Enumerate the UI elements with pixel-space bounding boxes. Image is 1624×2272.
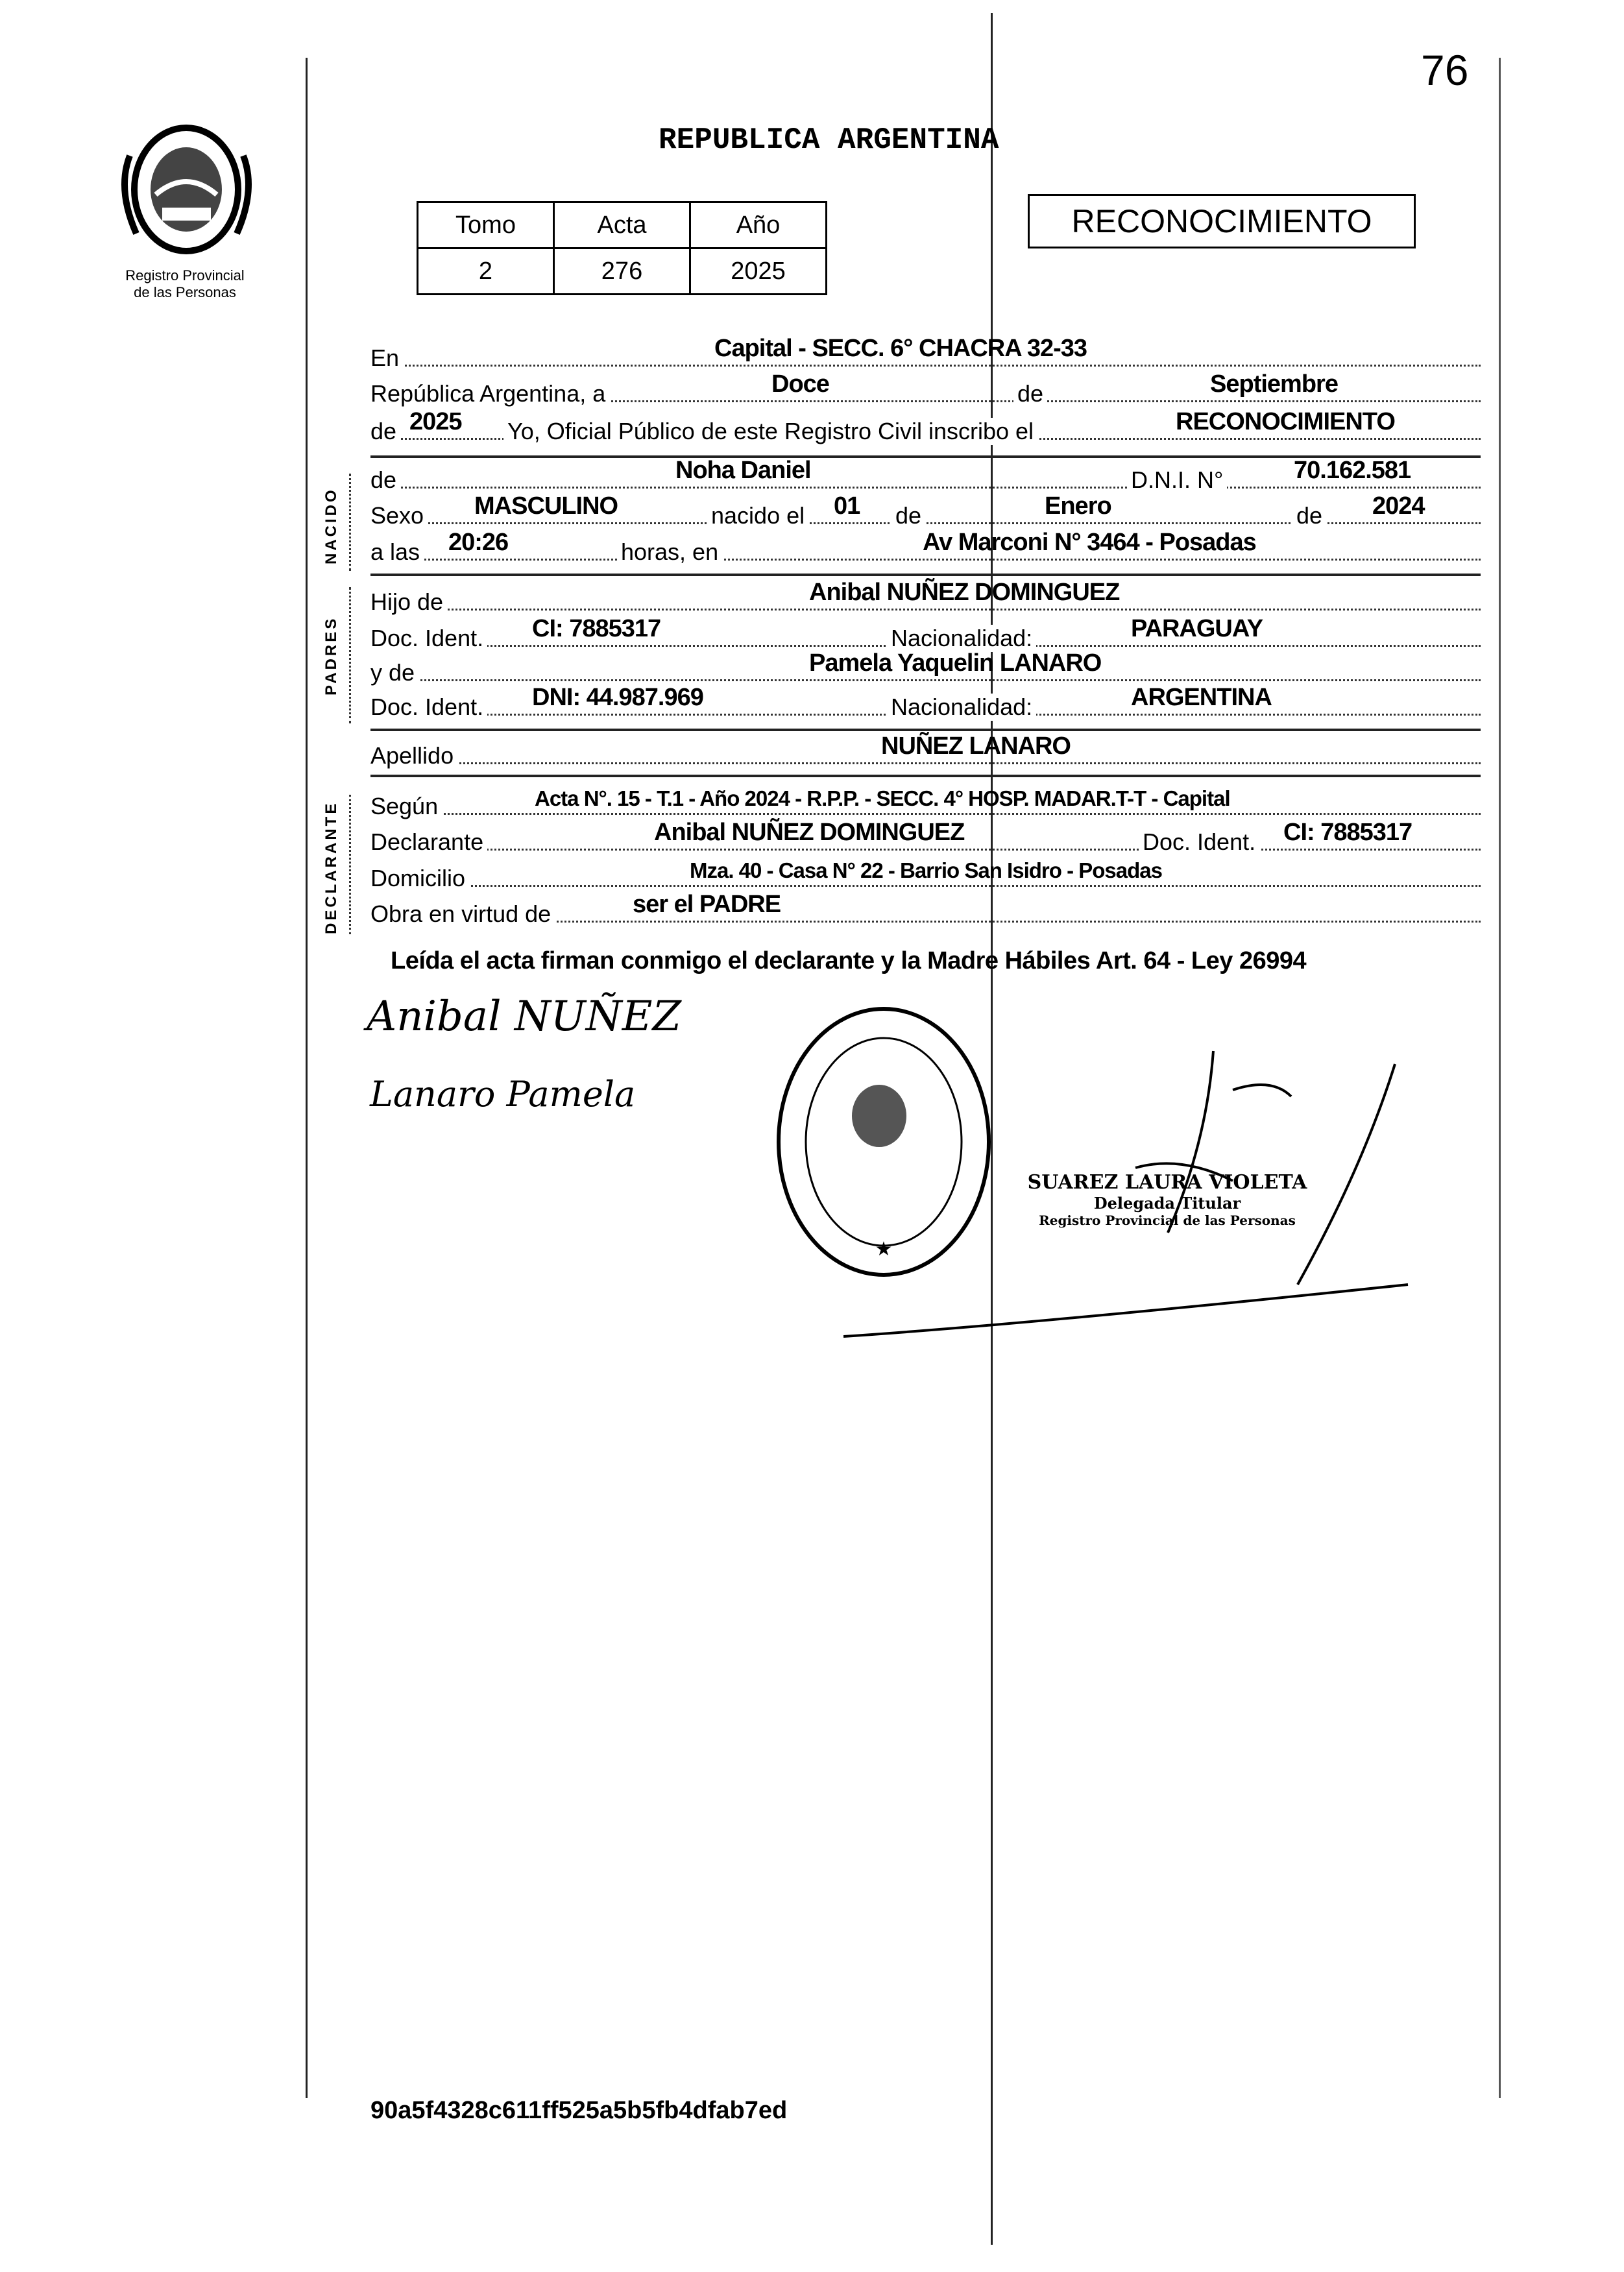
row-apellido — [370, 732, 1481, 769]
side-label-padres: PADRES — [322, 616, 340, 695]
value-mother-nationality: ARGENTINA — [1131, 684, 1272, 711]
label-hijo: Hijo de — [370, 588, 447, 616]
page-number: 76 — [1421, 46, 1469, 94]
label-sexo: Sexo — [370, 502, 428, 529]
label-dni: D.N.I. N° — [1127, 466, 1227, 494]
value-surname: NUÑEZ LANARO — [881, 732, 1071, 760]
label-nacido: nacido el — [707, 502, 808, 529]
value-anio: 2025 — [690, 248, 827, 295]
logo-caption-line1: Registro Provincial — [125, 267, 245, 284]
svg-text:★: ★ — [875, 1238, 893, 1261]
label-de: de — [370, 418, 400, 445]
value-day: Doce — [771, 370, 829, 398]
value-birth-year: 2024 — [1372, 492, 1425, 520]
value-declarant-doc: CI: 7885317 — [1283, 819, 1412, 846]
row-anio — [370, 407, 1481, 445]
label-doc: Doc. Ident. — [370, 625, 487, 652]
label-de: de — [1013, 380, 1047, 407]
value-birth-day: 01 — [834, 492, 860, 520]
right-margin-line — [1499, 58, 1501, 2098]
row-doc-padre — [370, 614, 1481, 652]
label-domicilio: Domicilio — [370, 865, 469, 892]
value-place: Capital - SECC. 6° CHACRA 32-33 — [714, 335, 1087, 362]
label-obra: Obra en virtud de — [370, 900, 555, 928]
value-segun: Acta N°. 15 - T.1 - Año 2024 - R.P.P. - SECC. 4° HOSP. MADAR.T-T - Capital — [535, 786, 1230, 810]
side-label-nacido: NACIDO — [322, 487, 340, 564]
logo-caption — [97, 267, 273, 301]
province-logo — [117, 117, 256, 263]
row-sexo — [370, 492, 1481, 529]
official-signature-icon — [843, 1038, 1427, 1349]
record-table — [417, 201, 827, 295]
document-title: REPUBLICA ARGENTINA — [659, 123, 999, 157]
official-org: Registro Provincial de las Personas — [1039, 1213, 1296, 1228]
header-anio: Año — [690, 202, 827, 248]
label-a-las: a las — [370, 538, 424, 566]
value-tomo: 2 — [418, 248, 554, 295]
value-birth-place: Av Marconi N° 3464 - Posadas — [923, 529, 1256, 556]
value-dni: 70.162.581 — [1294, 457, 1411, 484]
signature-father: Anibal NUÑEZ — [367, 993, 681, 1041]
divider — [370, 729, 1481, 731]
row-declarante — [370, 818, 1481, 856]
row-en — [370, 334, 1481, 372]
label-nacionalidad: Nacionalidad: — [887, 694, 1036, 721]
row-obra — [370, 890, 1481, 928]
value-father: Anibal NUÑEZ DOMINGUEZ — [809, 579, 1120, 606]
label-declarante: Declarante — [370, 828, 487, 856]
row-fecha — [370, 370, 1481, 407]
row-madre — [370, 649, 1481, 686]
row-nombre — [370, 456, 1481, 494]
side-bar — [349, 587, 351, 723]
value-year: 2025 — [409, 408, 462, 435]
label-y-de: y de — [370, 659, 418, 686]
value-declarant: Anibal NUÑEZ DOMINGUEZ — [654, 819, 965, 846]
label-republica: República Argentina, a — [370, 380, 609, 407]
label-doc: Doc. Ident. — [370, 694, 487, 721]
closing-statement: Leída el acta firman conmigo el declarante y la Madre Hábiles Art. 64 - Ley 26994 — [391, 947, 1307, 974]
value-acta: 276 — [554, 248, 690, 295]
label-de: de — [891, 502, 925, 529]
row-doc-madre — [370, 683, 1481, 721]
value-month: Septiembre — [1210, 370, 1338, 398]
side-bar — [349, 474, 351, 571]
left-margin-line — [306, 58, 308, 2098]
header-tomo: Tomo — [418, 202, 554, 248]
value-birth-month: Enero — [1045, 492, 1111, 520]
divider — [370, 775, 1481, 777]
row-domicilio — [370, 854, 1481, 892]
divider — [370, 574, 1481, 576]
signature-mother: Lanaro Pamela — [370, 1074, 636, 1115]
label-horas: horas, en — [617, 538, 722, 566]
value-address: Mza. 40 - Casa N° 22 - Barrio San Isidro - Posadas — [690, 858, 1162, 882]
label-en: En — [370, 344, 403, 372]
row-hijo — [370, 578, 1481, 616]
value-mother-doc: DNI: 44.987.969 — [532, 684, 703, 711]
label-apellido: Apellido — [370, 742, 457, 769]
value-act-type: RECONOCIMIENTO — [1176, 408, 1395, 435]
official-name: SUAREZ LAURA VIOLETA — [1027, 1171, 1307, 1194]
logo-caption-line2: de las Personas — [134, 284, 236, 300]
label-doc: Doc. Ident. — [1139, 828, 1259, 856]
value-father-nationality: PARAGUAY — [1131, 615, 1263, 642]
label-oficial: Yo, Oficial Público de este Registro Civil inscribo el — [503, 418, 1037, 445]
row-segun — [370, 782, 1481, 820]
value-mother: Pamela Yaquelin LANARO — [809, 649, 1102, 677]
label-nacionalidad: Nacionalidad: — [887, 625, 1036, 652]
value-obra: ser el PADRE — [633, 891, 781, 918]
row-hora — [370, 528, 1481, 566]
value-sex: MASCULINO — [474, 492, 618, 520]
header-acta: Acta — [554, 202, 690, 248]
document-hash: 90a5f4328c611ff525a5b5fb4dfab7ed — [370, 2097, 788, 2124]
side-bar — [349, 795, 351, 934]
coat-of-arms-icon — [117, 117, 256, 263]
value-child-name: Noha Daniel — [675, 457, 811, 484]
label-de: de — [370, 466, 400, 494]
label-de: de — [1292, 502, 1326, 529]
official-role: Delegada Titular — [1093, 1194, 1241, 1213]
label-segun: Según — [370, 793, 442, 820]
act-type-box: RECONOCIMIENTO — [1028, 194, 1416, 248]
value-father-doc: CI: 7885317 — [532, 615, 661, 642]
side-label-declarante: DECLARANTE — [322, 801, 340, 934]
value-time: 20:26 — [448, 529, 509, 556]
